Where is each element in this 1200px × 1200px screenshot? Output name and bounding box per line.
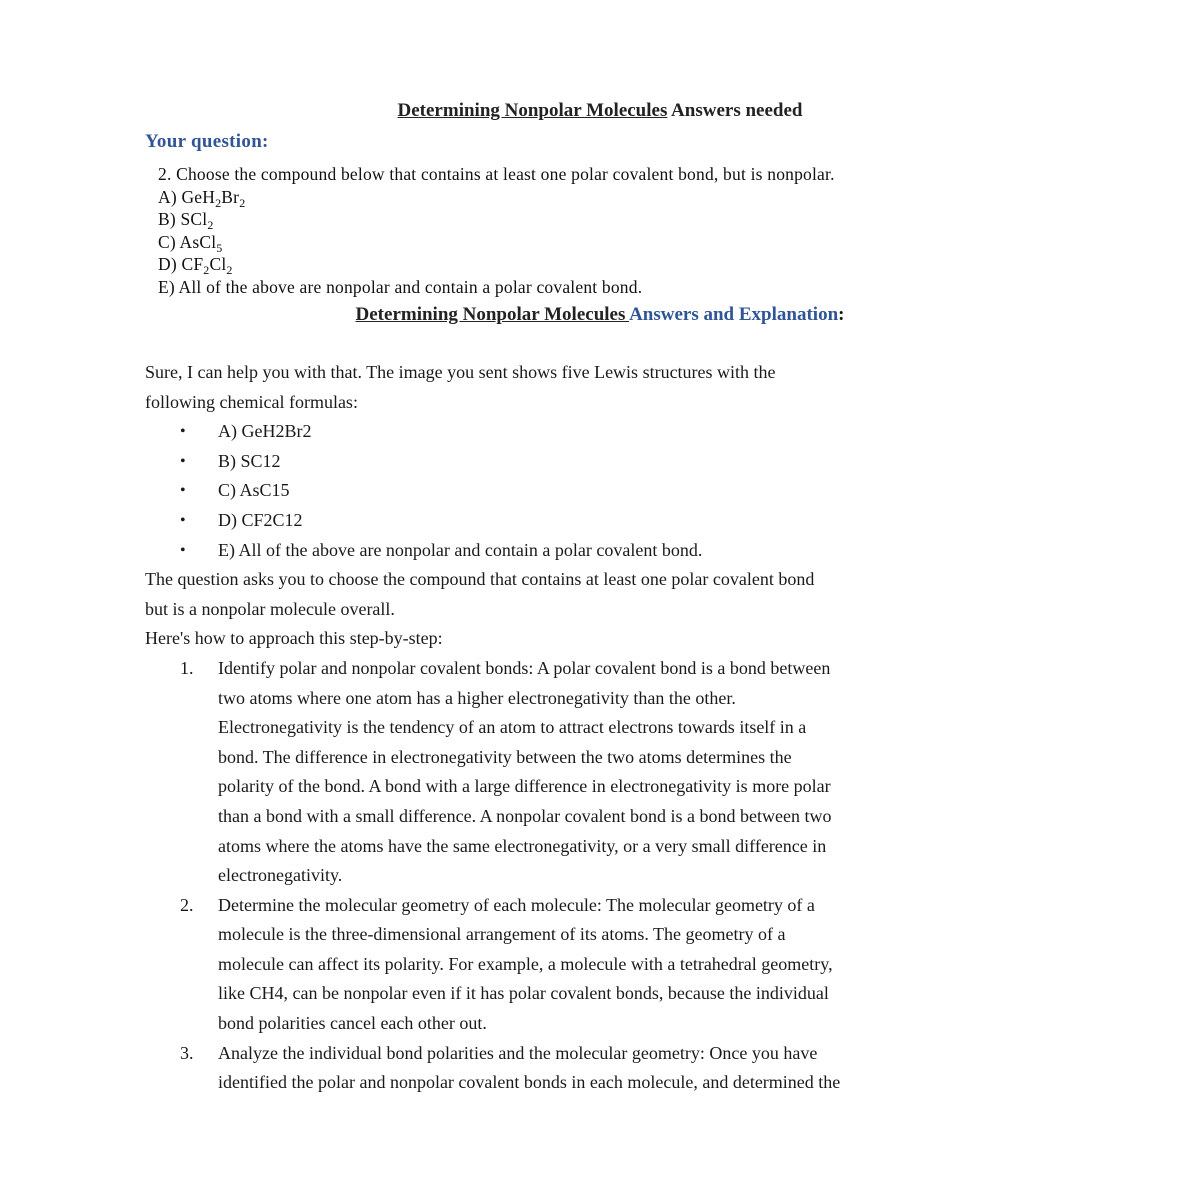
page-title-rest: Answers needed: [667, 100, 803, 121]
step-number: 1.: [180, 657, 194, 678]
subtitle-underlined: Determining Nonpolar Molecules: [355, 304, 630, 325]
paragraph-line: The question asks you to choose the compound that contains at least one polar covalent bond: [145, 569, 815, 590]
explanation-body: [145, 358, 1065, 1098]
step-item-1: 1. Identify polar and nonpolar covalent bonds: A polar covalent bond is a bond between two atoms where one atom has a higher electronegativity than the other. Electronegativity is the tendency of an atom to attract electrons towards itself in a bond. The difference in electronegativity between the two atoms determines the polarity of the bond. A bond with a large difference in electronegativity is more polar than a bond with a small difference. A nonpolar covalent bond is a bond between two atoms where the atoms have the same electronegativity, or a very small difference in electronegativity.: [145, 654, 1065, 891]
question-text: 2. Choose the compound below that contains at least one polar covalent bond, but is nonpolar.: [158, 164, 835, 184]
intro-line-2: following chemical formulas:: [145, 391, 358, 412]
option-d: D) $CF_2Cl_2$: [158, 254, 233, 277]
bullet-icon: •: [180, 423, 186, 441]
list-item: • D) CF2C12: [145, 506, 1065, 536]
paragraph-line: Here's how to approach this step-by-step:: [145, 628, 443, 649]
list-item: • B) SC12: [145, 447, 1065, 477]
paragraph-line: but is a nonpolar molecule overall.: [145, 598, 395, 619]
bullet-icon: •: [180, 511, 186, 529]
step-item-3: 3. Analyze the individual bond polarities and the molecular geometry: Once you have identified the polar and nonpolar covalent bonds in each molecule, and determined the: [145, 1039, 1065, 1098]
bullet-icon: •: [180, 482, 186, 500]
option-c: C) AsCl$_5$: [158, 231, 223, 255]
list-item: • C) AsC15: [145, 476, 1065, 506]
option-b: B) SCl$_2$: [158, 209, 214, 232]
bullet-icon: •: [180, 452, 186, 470]
step-item-2: 2. Determine the molecular geometry of each molecule: The molecular geometry of a molecule is the three-dimensional arrangement of its atoms. The geometry of a molecule can affect its polarity. For example, a molecule with a tetrahedral geometry, like CH4, can be nonpolar even if it has polar covalent bonds, because the individual bond polarities cancel each other out.: [145, 891, 1065, 1039]
subtitle-colon: :: [838, 304, 845, 325]
bullet-icon: •: [180, 541, 186, 559]
list-item: • E) All of the above are nonpolar and contain a polar covalent bond.: [145, 536, 1065, 566]
subtitle-answers: Answers and Explanation: [629, 304, 839, 325]
option-e: E) All of the above are nonpolar and contain a polar covalent bond.: [158, 276, 643, 297]
list-item: • A) GeH2Br2: [145, 417, 1065, 447]
page-title: [0, 100, 1200, 122]
steps-list: [145, 654, 1065, 1098]
intro-line-1: Sure, I can help you with that. The image you sent shows five Lewis structures with the: [145, 362, 776, 382]
step-number: 2.: [180, 894, 194, 915]
formula-list: [145, 417, 1065, 565]
option-a: A) $GeH_2Br_2$: [158, 186, 246, 210]
step-number: 3.: [180, 1042, 194, 1063]
page-title-underlined: Determining Nonpolar Molecules: [397, 100, 668, 121]
section-subtitle: [0, 304, 1200, 326]
question-block: [158, 163, 835, 298]
your-question-label: Your question:: [145, 131, 269, 152]
